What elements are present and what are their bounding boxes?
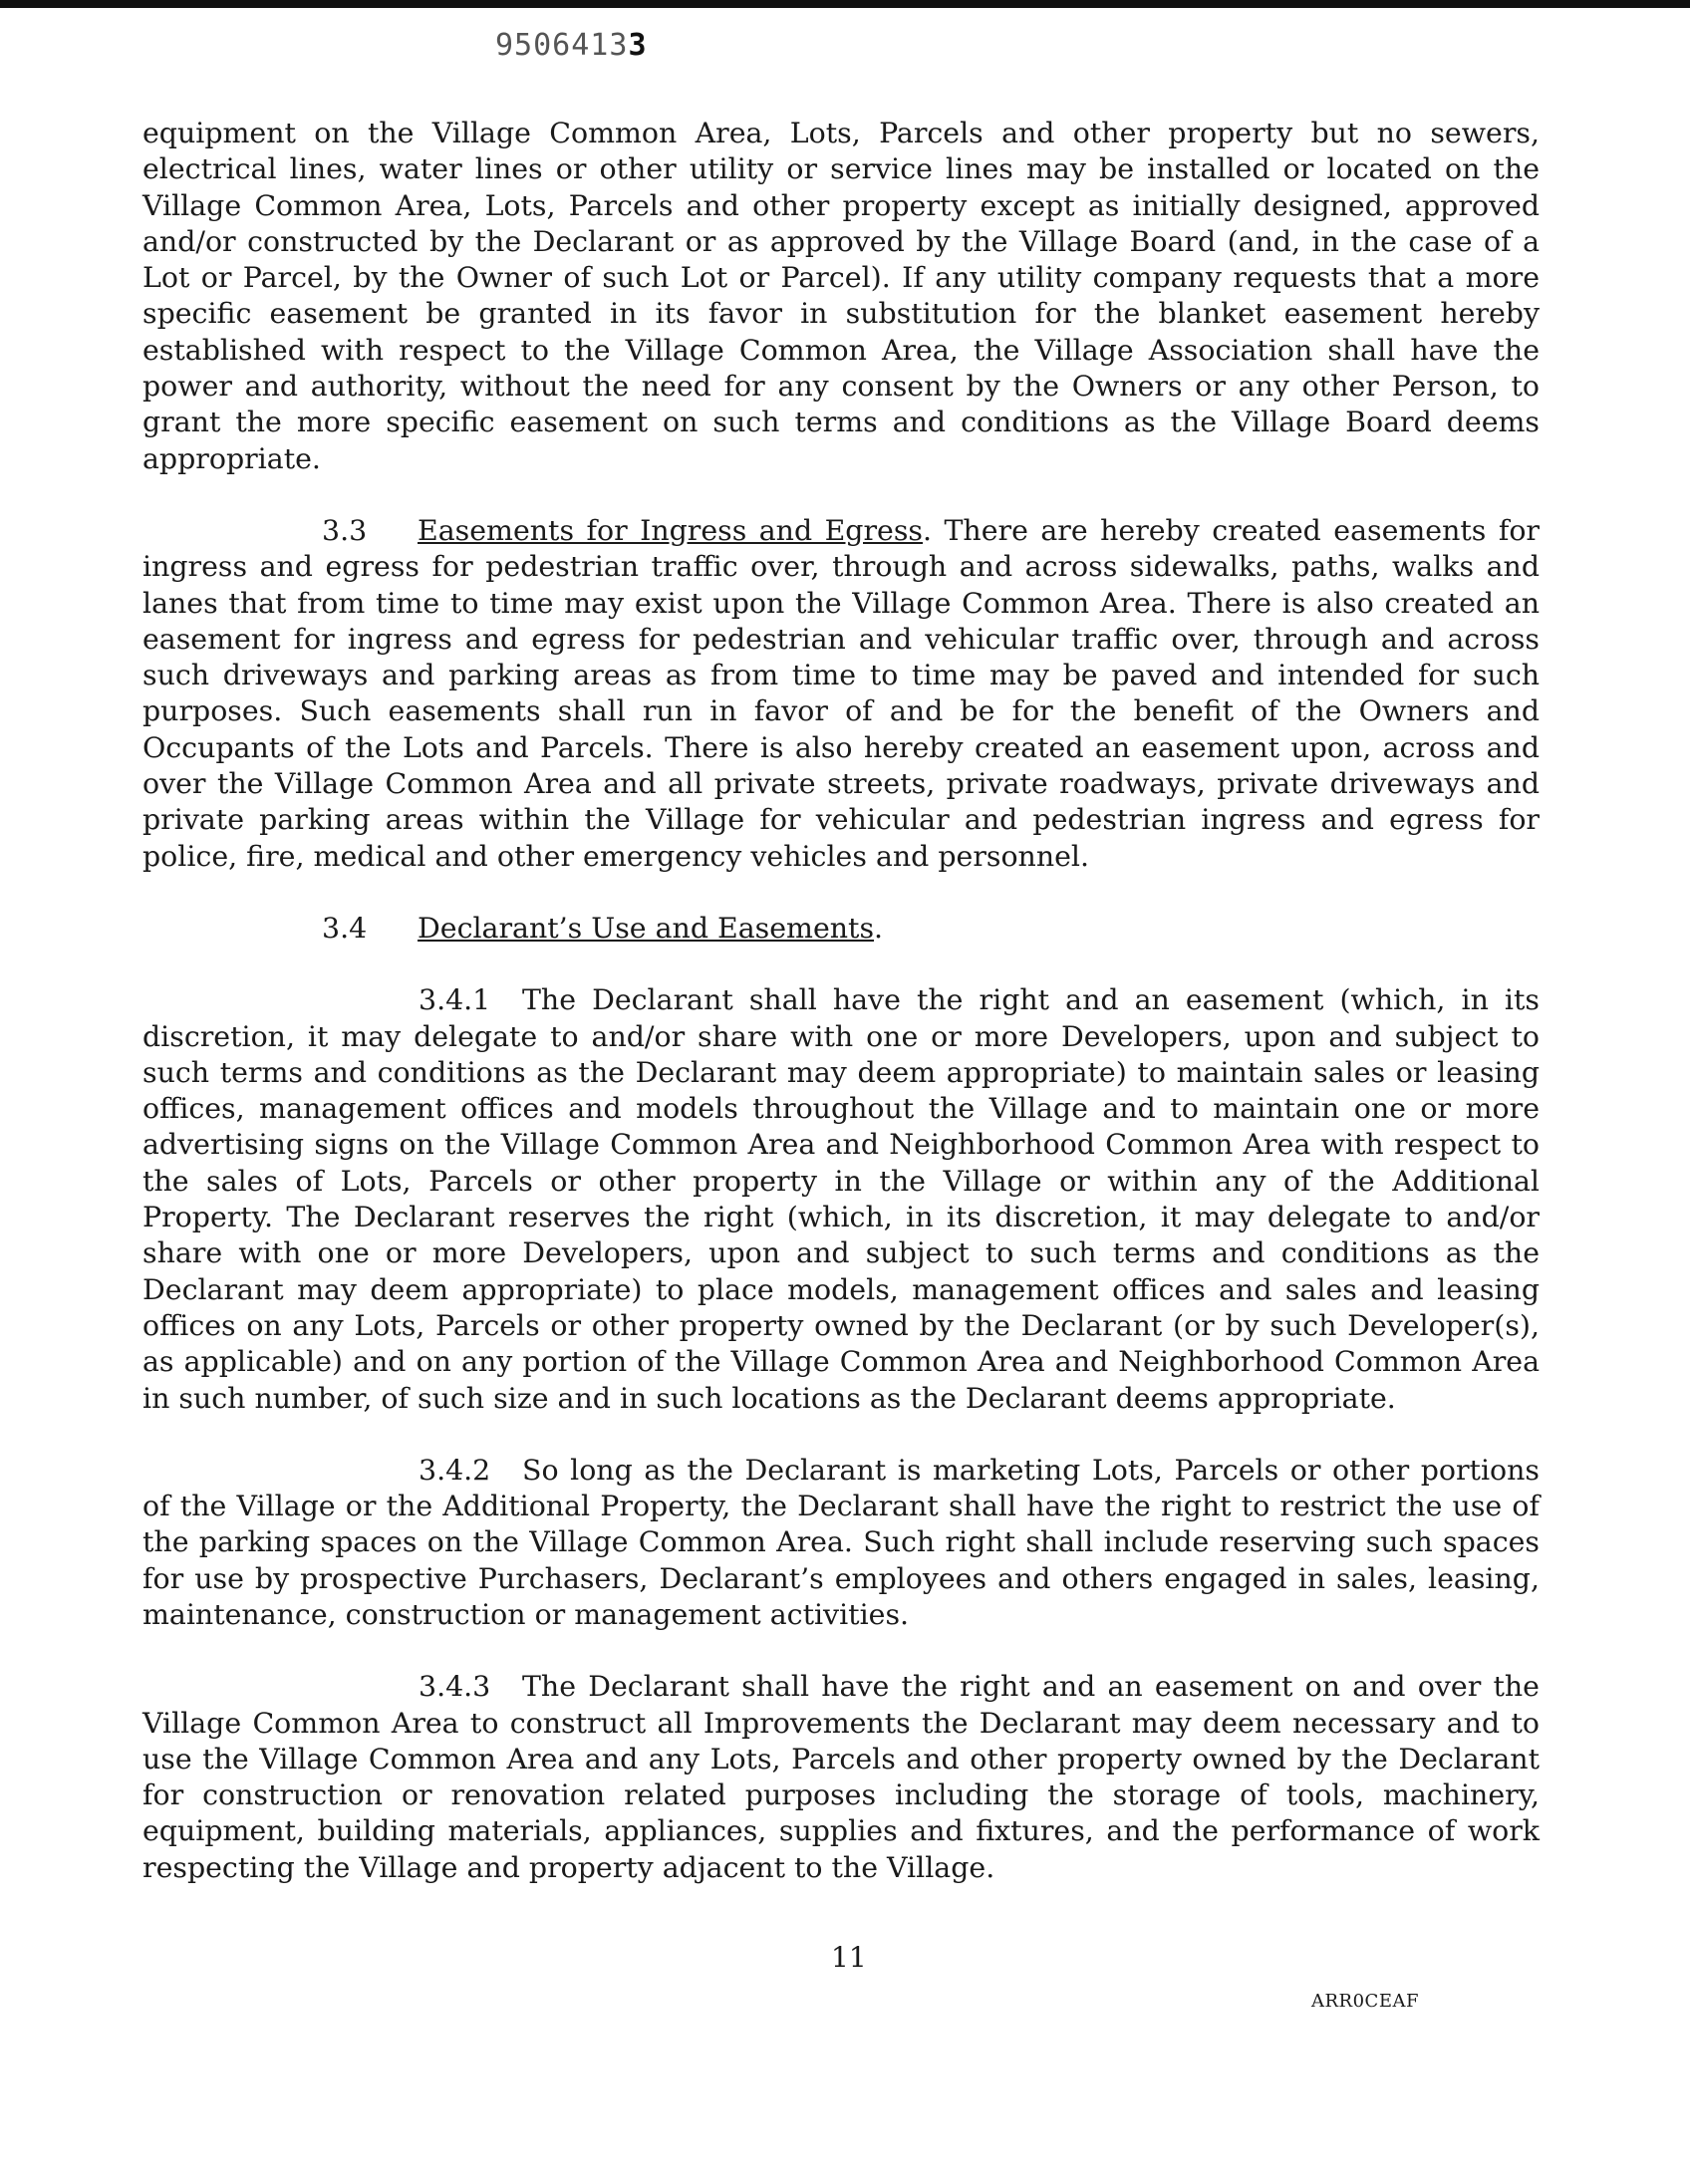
section-3-4-heading: Declarant’s Use and Easements (418, 911, 875, 945)
paragraph-intro: equipment on the Village Common Area, Lots, Parcels and other property but no sewers, electrical lines, water lines or other utility or service lines may be installed or located on the Village Common Area, Lots, Parcels and other property except as initially designed, approved and/or constructed by the Declarant or as approved by the Village Board (and, in the case of a Lot or Parcel, by the Owner of such Lot or Parcel). If any utility company requests that a more specific easement be granted in its favor in substitution for the blanket easement hereby established with respect to the Village Common Area, the Village Association shall have the power and authority, without the need for any consent by the Owners or any other Person, to grant the more specific easement on such terms and conditions as the Village Board deems appropriate. (142, 117, 1540, 475)
document-stamp-number-main: 9506413 (495, 28, 629, 63)
section-3-4-3 (142, 1669, 1540, 1886)
section-3-4-number: 3.4 (322, 911, 368, 945)
section-3-3-heading-punct: . (923, 513, 933, 547)
section-3-4-heading-punct: . (874, 911, 884, 945)
page-number: 11 (831, 1941, 867, 1974)
section-3-4-2-number: 3.4.2 (419, 1453, 491, 1487)
document-stamp-number (495, 28, 648, 63)
section-3-4-2 (142, 1453, 1540, 1633)
document-code: ARR0CEAF (1311, 1991, 1419, 2012)
section-3-3-number: 3.3 (322, 513, 368, 547)
section-3-4-2-text: So long as the Declarant is marketing Lots, Parcels or other portions of the Village or the Additional Property, the Declarant shall have the right to restrict the use of the parking spaces on the Village Common Area. Such right shall include reserving such spaces for use by prospective Purchasers, Declarant’s employees and others engaged in sales, leasing, maintenance, construction or management activities. (142, 1453, 1540, 1631)
section-3-4-1 (142, 982, 1540, 1417)
document-body (142, 116, 1540, 1922)
top-border (0, 0, 1690, 8)
section-3-4-3-text: The Declarant shall have the right and an easement on and over the Village Common Area to construct all Improvements the Declarant may deem necessary and to use the Village Common Area and any Lots, Parcels and other property owned by the Declarant for construction or renovation related purposes including the storage of tools, machinery, equipment, building materials, appliances, supplies and fixtures, and the performance of work respecting the Village and property adjacent to the Village. (142, 1670, 1540, 1884)
document-stamp-number-last: 3 (628, 28, 648, 63)
section-3-3-heading: Easements for Ingress and Egress (418, 513, 923, 547)
section-3-4-1-text: The Declarant shall have the right and an easement (which, in its discretion, it may delegate to and/or share with one or more Developers, upon and subject to such terms and conditions as the Declarant may deem appropriate) to maintain sales or leasing offices, management offices and models throughout the Village and to maintain one or more advertising signs on the Village Common Area and Neighborhood Common Area with respect to the sales of Lots, Parcels or other property in the Village or within any of the Additional Property. The Declarant reserves the right (which, in its discretion, it may delegate to and/or share with one or more Developers, upon and subject to such terms and conditions as the Declarant may deem appropriate) to place models, management offices and sales and leasing offices on any Lots, Parcels or other property owned by the Declarant (or by such Developer(s), as applicable) and on any portion of the Village Common Area and Neighborhood Common Area in such number, of such size and in such locations as the Declarant deems appropriate. (142, 983, 1540, 1415)
section-3-4 (142, 911, 1540, 947)
section-3-3-text: There are hereby created easements for ingress and egress for pedestrian traffic over, through and across sidewalks, paths, walks and lanes that from time to time may exist upon the Village Common Area. There is also created an easement for ingress and egress for pedestrian and vehicular traffic over, through and across such driveways and parking areas as from time to time may be paved and intended for such purposes. Such easements shall run in favor of and be for the benefit of the Owners and Occupants of the Lots and Parcels. There is also hereby created an easement upon, across and over the Village Common Area and all private streets, private roadways, private driveways and private parking areas within the Village for vehicular and pedestrian ingress and egress for police, fire, medical and other emergency vehicles and personnel. (142, 513, 1540, 873)
section-3-4-3-number: 3.4.3 (419, 1670, 491, 1704)
section-3-3 (142, 513, 1540, 875)
section-3-4-1-number: 3.4.1 (419, 983, 491, 1017)
